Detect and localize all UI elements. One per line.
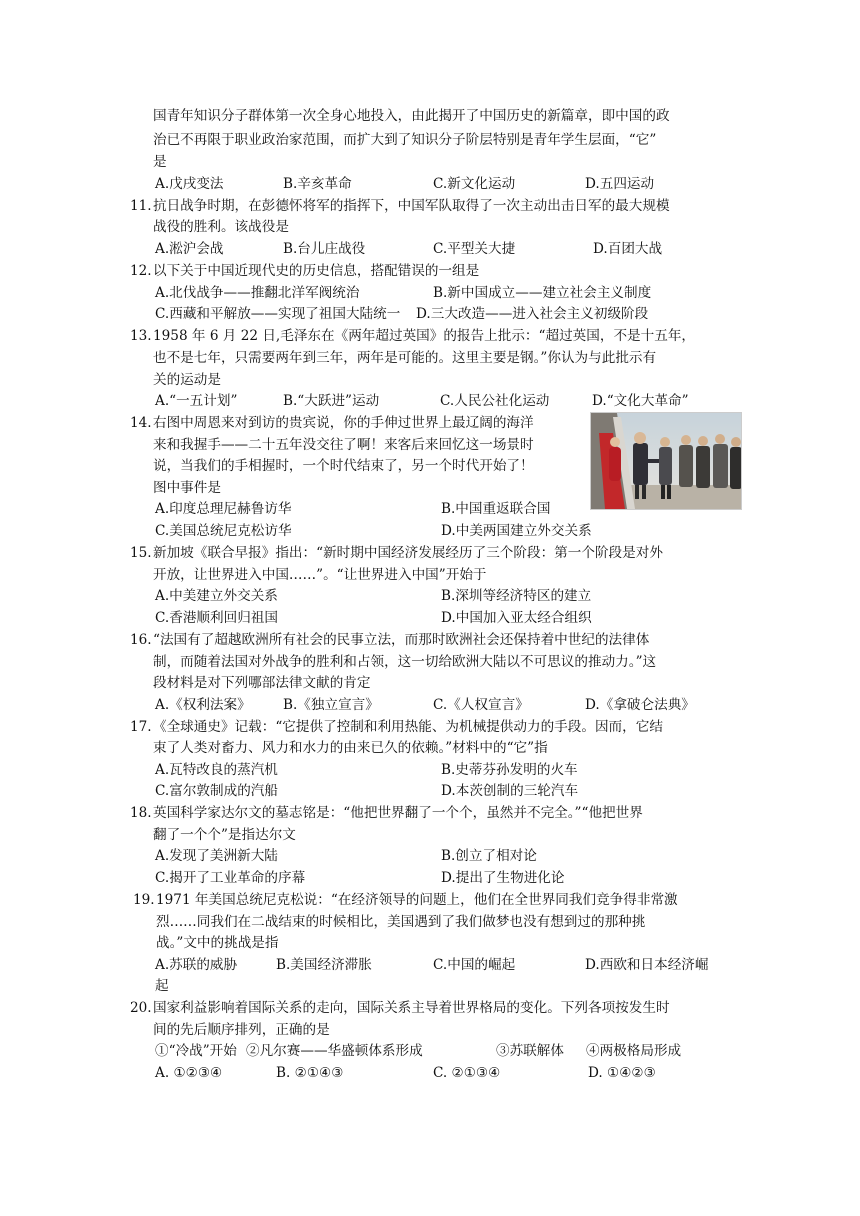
q14-text-line2: 来和我握手——二十五年没交往了啊！来客后来回忆这一场景时 — [153, 437, 534, 453]
q17-option-b[interactable]: B.史蒂芬孙发明的火车 — [441, 762, 578, 778]
q19-text-line1: 1971 年美国总统尼克松说：“在经济领导的问题上，他们在全世界同我们竞争得非常激 — [156, 892, 678, 908]
q20-item-4: ④两极格局形成 — [586, 1043, 682, 1059]
q12-option-b[interactable]: B.新中国成立——建立社会主义制度 — [433, 285, 652, 301]
q15-option-a[interactable]: A.中美建立外交关系 — [155, 588, 278, 604]
q15-option-d[interactable]: D.中国加入亚太经合组织 — [441, 610, 592, 626]
q10-option-b[interactable]: B.辛亥革命 — [283, 176, 352, 192]
q20-option-b[interactable]: B. ②①④③ — [276, 1065, 344, 1081]
q12-text-line1: 以下关于中国近现代史的历史信息，搭配错误的一组是 — [153, 263, 480, 279]
q14-text-line4: 图中事件是 — [153, 480, 221, 496]
q17-number: 17. — [130, 719, 152, 735]
q20-item-1: ①“冷战”开始 — [155, 1043, 237, 1059]
q20-item-2: ②凡尔赛——华盛顿体系形成 — [246, 1043, 423, 1059]
q12-number: 12. — [130, 263, 152, 279]
q19-option-a[interactable]: A.苏联的威胁 — [155, 957, 238, 973]
q19-option-c[interactable]: C.中国的崛起 — [433, 957, 516, 973]
q10-option-a[interactable]: A.戊戌变法 — [155, 176, 224, 192]
q14-text-line1: 右图中周恩来对到访的贵宾说，你的手伸过世界上最辽阔的海洋 — [153, 415, 534, 431]
q13-text-line1: 1958 年 6 月 22 日,毛泽东在《两年超过英国》的报告上批示：“超过英国，不是十五年， — [153, 328, 696, 344]
q17-text-line1: 《全球通史》记载：“它提供了控制和利用热能、为机械提供动力的手段。因而，它结 — [153, 719, 663, 735]
q19-text-line2: 烈……同我们在二战结束的时候相比，美国遇到了我们做梦也没有想到过的那种挑 — [156, 914, 646, 930]
q20-text-line2: 间的先后顺序排列，正确的是 — [153, 1022, 330, 1038]
q15-number: 15. — [130, 545, 152, 561]
q10-text-line1: 国青年知识分子群体第一次全身心地投入，由此揭开了中国历史的新篇章，即中国的政 — [153, 108, 670, 124]
q18-text-line2: 翻了一个个”是指达尔文 — [153, 827, 296, 843]
q16-text-line1: “法国有了超越欧洲所有社会的民事立法，而那时欧洲社会还保持着中世纪的法律体 — [153, 632, 650, 648]
q20-option-c[interactable]: C. ②①③④ — [433, 1065, 501, 1081]
q12-option-d[interactable]: D.三大改造——进入社会主义初级阶段 — [416, 306, 649, 322]
q12-option-c[interactable]: C.西藏和平解放——实现了祖国大陆统一 — [155, 306, 401, 322]
q15-text-line1: 新加坡《联合早报》指出：“新时期中国经济发展经历了三个阶段：第一个阶段是对外 — [153, 545, 663, 561]
q11-number: 11. — [130, 198, 152, 214]
q11-option-a[interactable]: A.淞沪会战 — [155, 241, 224, 257]
q19-number: 19. — [133, 892, 155, 908]
q18-number: 18. — [130, 805, 152, 821]
q11-text-line2: 战役的胜利。该战役是 — [153, 219, 289, 235]
q20-item-3: ③苏联解体 — [496, 1043, 564, 1059]
q20-option-d[interactable]: D. ①④②③ — [588, 1065, 656, 1081]
q17-text-line2: 束了人类对畜力、风力和水力的由来已久的依赖。”材料中的“它”指 — [153, 740, 548, 756]
q13-option-a[interactable]: A.“一五计划” — [155, 393, 238, 409]
q11-text-line1: 抗日战争时期，在彭德怀将军的指挥下，中国军队取得了一次主动出击日军的最大规模 — [153, 198, 670, 214]
q10-text-line3: 是 — [153, 154, 167, 170]
q13-text-line3: 关的运动是 — [153, 372, 221, 388]
q13-text-line2: 也不是七年，只需要两年到三年，两年是可能的。这里主要是钢。”你认为与此批示有 — [153, 350, 657, 366]
q15-option-c[interactable]: C.香港顺利回归祖国 — [155, 610, 278, 626]
q10-option-c[interactable]: C.新文化运动 — [433, 176, 516, 192]
q19-option-d-wrap: 起 — [155, 978, 169, 994]
q10-text-line2: 治已不再限于职业政治家范围，而扩大到了知识分子阶层特别是青年学生层面，“它” — [153, 132, 657, 148]
q14-option-a[interactable]: A.印度总理尼赫鲁访华 — [155, 501, 292, 517]
q16-text-line2: 制，而随着法国对外战争的胜利和占领，这一切给欧洲大陆以不可思议的推动力。”这 — [153, 654, 657, 670]
q18-option-c[interactable]: C.揭开了工业革命的序幕 — [155, 870, 306, 886]
q13-option-d[interactable]: D.“文化大革命” — [592, 393, 689, 409]
q16-option-a[interactable]: A.《权利法案》 — [155, 697, 251, 713]
q19-text-line3: 战。”文中的挑战是指 — [156, 935, 279, 951]
q13-number: 13. — [130, 328, 152, 344]
q14-option-b[interactable]: B.中国重返联合国 — [441, 501, 551, 517]
q16-option-b[interactable]: B.《独立宣言》 — [283, 697, 379, 713]
q12-option-a[interactable]: A.北伐战争——推翻北洋军阀统治 — [155, 285, 360, 301]
q14-option-c[interactable]: C.美国总统尼克松访华 — [155, 523, 292, 539]
q18-text-line1: 英国科学家达尔文的墓志铭是：“他把世界翻了一个个，虽然并不完全。”“他把世界 — [153, 805, 643, 821]
q14-text-line3: 说，当我们的手相握时，一个时代结束了，另一个时代开始了！ — [153, 458, 534, 474]
q14-option-d[interactable]: D.中美两国建立外交关系 — [441, 523, 592, 539]
handshake-photo-illustration — [591, 413, 741, 509]
q16-option-d[interactable]: D.《拿破仑法典》 — [585, 697, 695, 713]
q11-option-c[interactable]: C.平型关大捷 — [433, 241, 516, 257]
q13-option-b[interactable]: B.“大跃进”运动 — [283, 393, 380, 409]
q17-option-d[interactable]: D.本茨创制的三轮汽车 — [441, 783, 579, 799]
q17-option-c[interactable]: C.富尔敦制成的汽船 — [155, 783, 278, 799]
q14-number: 14. — [130, 415, 152, 431]
q11-option-d[interactable]: D.百团大战 — [593, 241, 663, 257]
q19-option-b[interactable]: B.美国经济滞胀 — [276, 957, 372, 973]
q15-text-line2: 开放，让世界进入中国……”。“让世界进入中国”开始于 — [153, 567, 487, 583]
q20-option-a[interactable]: A. ①②③④ — [155, 1065, 223, 1081]
q18-option-a[interactable]: A.发现了美洲新大陆 — [155, 848, 278, 864]
q19-option-d[interactable]: D.西欧和日本经济崛 — [585, 957, 709, 973]
q17-option-a[interactable]: A.瓦特改良的蒸汽机 — [155, 762, 278, 778]
q16-text-line3: 段材料是对下列哪部法律文献的肯定 — [153, 675, 371, 691]
q20-number: 20. — [130, 1000, 152, 1016]
q16-option-c[interactable]: C.《人权宣言》 — [433, 697, 529, 713]
q18-option-b[interactable]: B.创立了相对论 — [441, 848, 537, 864]
q15-option-b[interactable]: B.深圳等经济特区的建立 — [441, 588, 592, 604]
q11-option-b[interactable]: B.台儿庄战役 — [283, 241, 366, 257]
q16-number: 16. — [130, 632, 152, 648]
q20-text-line1: 国家利益影响着国际关系的走向，国际关系主导着世界格局的变化。下列各项按发生时 — [153, 1000, 670, 1016]
q13-option-c[interactable]: C.人民公社化运动 — [440, 393, 550, 409]
q10-option-d[interactable]: D.五四运动 — [585, 176, 655, 192]
handshake-photo — [590, 412, 742, 510]
q18-option-d[interactable]: D.提出了生物进化论 — [441, 870, 565, 886]
